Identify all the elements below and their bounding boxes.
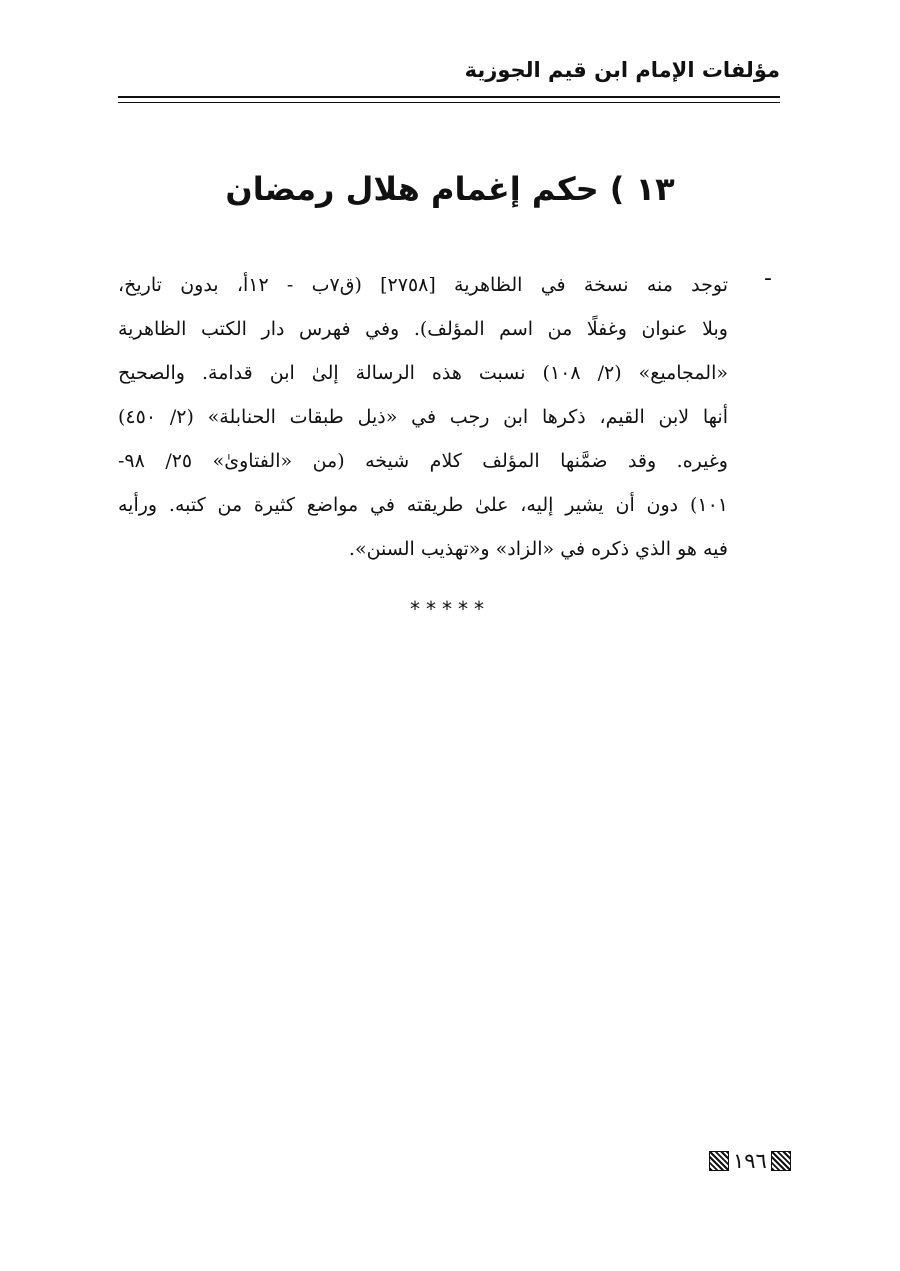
body-line: توجد منه نسخة في الظاهرية [٢٧٥٨] (ق٧ب - ١٢أ، بدون تاريخ، xyxy=(118,274,729,296)
ornament-icon xyxy=(709,1151,729,1171)
body-line: وغيره. وقد ضمَّنها المؤلف كلام شيخه (من «الفتاوىٰ» ٢٥/ ٩٨- xyxy=(118,450,728,472)
list-bullet: - xyxy=(764,266,772,291)
header-rule-thin xyxy=(118,102,780,103)
ornament-icon xyxy=(771,1151,791,1171)
page-number: ١٩٦ xyxy=(733,1149,767,1173)
chapter-title: ١٣ ) حكم إغمام هلال رمضان xyxy=(225,170,675,208)
header-rule-thick xyxy=(118,96,780,98)
body-line: وبلا عنوان وغفلًا من اسم المؤلف). وفي فهرس دار الكتب الظاهرية xyxy=(118,318,728,340)
body-paragraph xyxy=(118,263,728,571)
running-header: مؤلفات الإمام ابن قيم الجوزية xyxy=(464,58,780,82)
body-line: «المجاميع» (٢/ ١٠٨) نسبت هذه الرسالة إلىٰ ابن قدامة. والصحيح xyxy=(118,362,729,384)
body-line: أنها لابن القيم، ذكرها ابن رجب في «ذيل طبقات الحنابلة» (٢/ ٤٥٠) xyxy=(118,406,728,428)
body-line: فيه هو الذي ذكره في «الزاد» و«تهذيب السنن». xyxy=(348,538,728,560)
page-footer xyxy=(709,1147,791,1175)
section-separator: ***** xyxy=(410,597,490,621)
body-line: ١٠١) دون أن يشير إليه، علىٰ طريقته في مواضع كثيرة من كتبه. ورأيه xyxy=(118,494,728,516)
